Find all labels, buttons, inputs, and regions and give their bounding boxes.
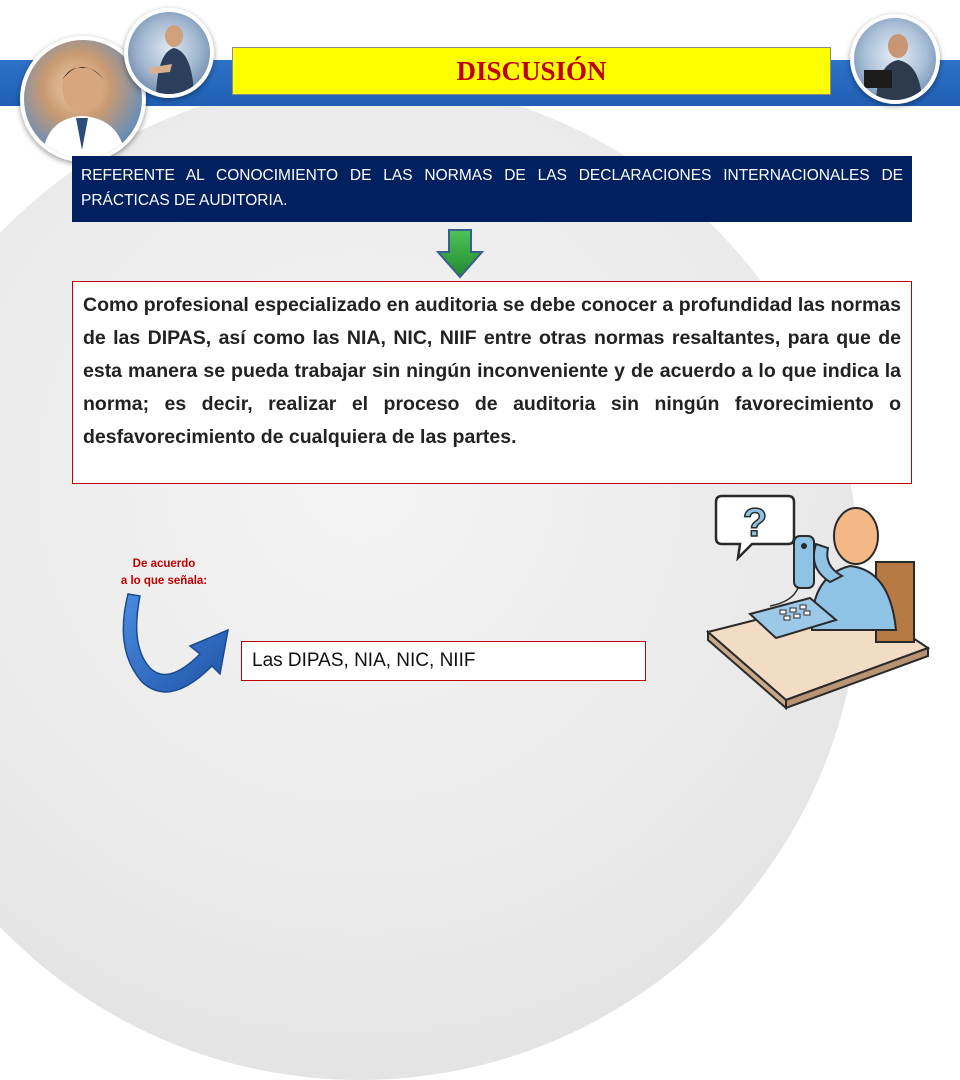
main-text-box: Como profesional especializado en auditoria se debe conocer a profundidad las normas de las DIPAS, así como las NIA, NIC, NIIF entre otras normas resaltantes, para que de esta manera se pueda trabajar sin ningún inconveniente y de acuerdo a lo que indica la norma; es decir, realizar el proceso de auditoria sin ningún favorecimiento o desfavorecimiento de cualquiera de las partes. <box>72 281 912 484</box>
blue-curved-arrow-icon <box>112 590 242 708</box>
according-line-1: De acuerdo <box>132 558 196 570</box>
slide-title: DISCUSIÓN <box>232 47 831 95</box>
green-down-arrow-icon <box>435 228 485 280</box>
according-line-2: a lo que señala: <box>120 575 208 587</box>
norms-box: Las DIPAS, NIA, NIC, NIIF <box>241 641 646 681</box>
according-label <box>112 556 216 590</box>
question-bubble-icon <box>712 492 798 562</box>
business-photo-handshake <box>124 8 214 98</box>
svg-text:?: ? <box>742 501 768 545</box>
business-photo-right <box>850 14 940 104</box>
reference-box: REFERENTE AL CONOCIMIENTO DE LAS NORMAS DE LAS DECLARACIONES INTERNACIONALES DE PRÁCTICAS DE AUDITORIA. <box>72 156 912 222</box>
